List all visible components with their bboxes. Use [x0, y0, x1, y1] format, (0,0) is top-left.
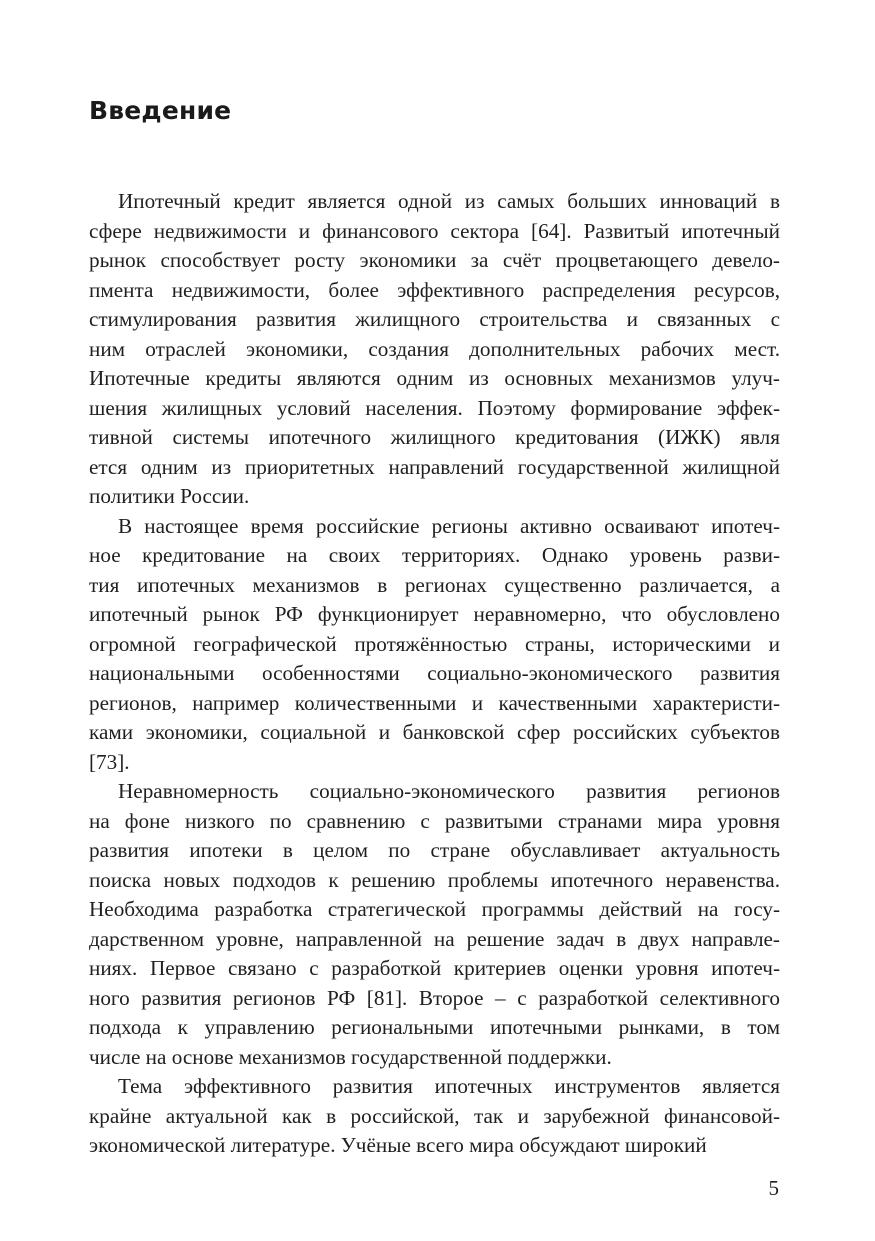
paragraph-1-line: стимулирования развития жилищного строительства и связанных с — [89, 307, 780, 331]
paragraph-3-line: Неравномерность социально-экономического развития регионов — [118, 779, 780, 803]
paragraph-4-line: Тема эффективного развития ипотечных инструментов является — [118, 1074, 780, 1098]
paragraph-3-line: ного развития регионов РФ [81]. Второе – с разработкой селективного — [89, 985, 780, 1010]
paragraph-2-line: национальными особенностями социально-экономического развития — [89, 661, 780, 685]
page-number: 5 — [768, 1176, 779, 1200]
paragraph-2-line: [73]. — [89, 749, 130, 774]
paragraph-1-line: пмента недвижимости, более эффективного распределения ресурсов, — [89, 277, 780, 302]
paragraph-3-line: дарственном уровне, направленной на решение задач в двух направле- — [89, 926, 780, 951]
paragraph-2-line: ками экономики, социальной и банковской сфер российских субъектов — [89, 720, 780, 744]
paragraph-1-line: политики России. — [89, 484, 250, 508]
paragraph-1-line: тивной системы ипотечного жилищного кредитования (ИЖК) явля — [89, 425, 780, 449]
paragraph-3-line: подхода к управлению региональными ипотечными рынками, в том — [89, 1015, 780, 1039]
paragraph-3-line: ниях. Первое связано с разработкой критериев оценки уровня ипотеч- — [89, 956, 780, 980]
body-text — [89, 187, 780, 1161]
paragraph-3-line: Необходима разработка стратегической программы действий на госу- — [89, 897, 780, 921]
paragraph-1-line: шения жилищных условий населения. Поэтому формирование эффек- — [89, 395, 780, 420]
paragraph-2-line: огромной географической протяжённостью страны, историческими и — [89, 631, 780, 656]
paragraph-3-line: числе на основе механизмов государственной поддержки. — [89, 1044, 612, 1069]
paragraph-4-line: крайне актуальной как в российской, так и зарубежной финансовой- — [89, 1103, 780, 1128]
paragraph-3-line: развития ипотеки в целом по стране обуславливает актуальность — [89, 838, 780, 862]
paragraph-1-line: ним отраслей экономики, создания дополнительных рабочих мест. — [89, 336, 780, 361]
paragraph-1-line: Ипотечный кредит является одной из самых больших инноваций в — [118, 189, 780, 213]
paragraph-4-line: экономической литературе. Учёные всего мира обсуждают широкий — [89, 1133, 707, 1157]
paragraph-1-line: рынок способствует росту экономики за счёт процветающего девело- — [89, 248, 780, 272]
paragraph-2-line: В настоящее время российские регионы активно осваивают ипотеч- — [118, 513, 780, 538]
paragraph-1-line: сфере недвижимости и финансового сектора [64]. Развитый ипотечный — [89, 218, 780, 243]
paragraph-2-line: тия ипотечных механизмов в регионах существенно различается, а — [89, 572, 780, 597]
paragraph-2-line: регионов, например количественными и качественными характеристи- — [89, 690, 780, 715]
chapter-title: Введение — [89, 96, 232, 125]
paragraph-3-line: на фоне низкого по сравнению с развитыми странами мира уровня — [89, 808, 780, 833]
paragraph-3-line: поиска новых подходов к решению проблемы ипотечного неравенства. — [89, 867, 780, 892]
paragraph-1-line: Ипотечные кредиты являются одним из основных механизмов улуч- — [89, 366, 780, 390]
paragraph-2-line: ное кредитование на своих территориях. Однако уровень разви- — [89, 543, 780, 567]
paragraph-1-line: ется одним из приоритетных направлений государственной жилищной — [89, 454, 780, 479]
paragraph-2-line: ипотечный рынок РФ функционирует неравномерно, что обусловлено — [89, 602, 780, 626]
